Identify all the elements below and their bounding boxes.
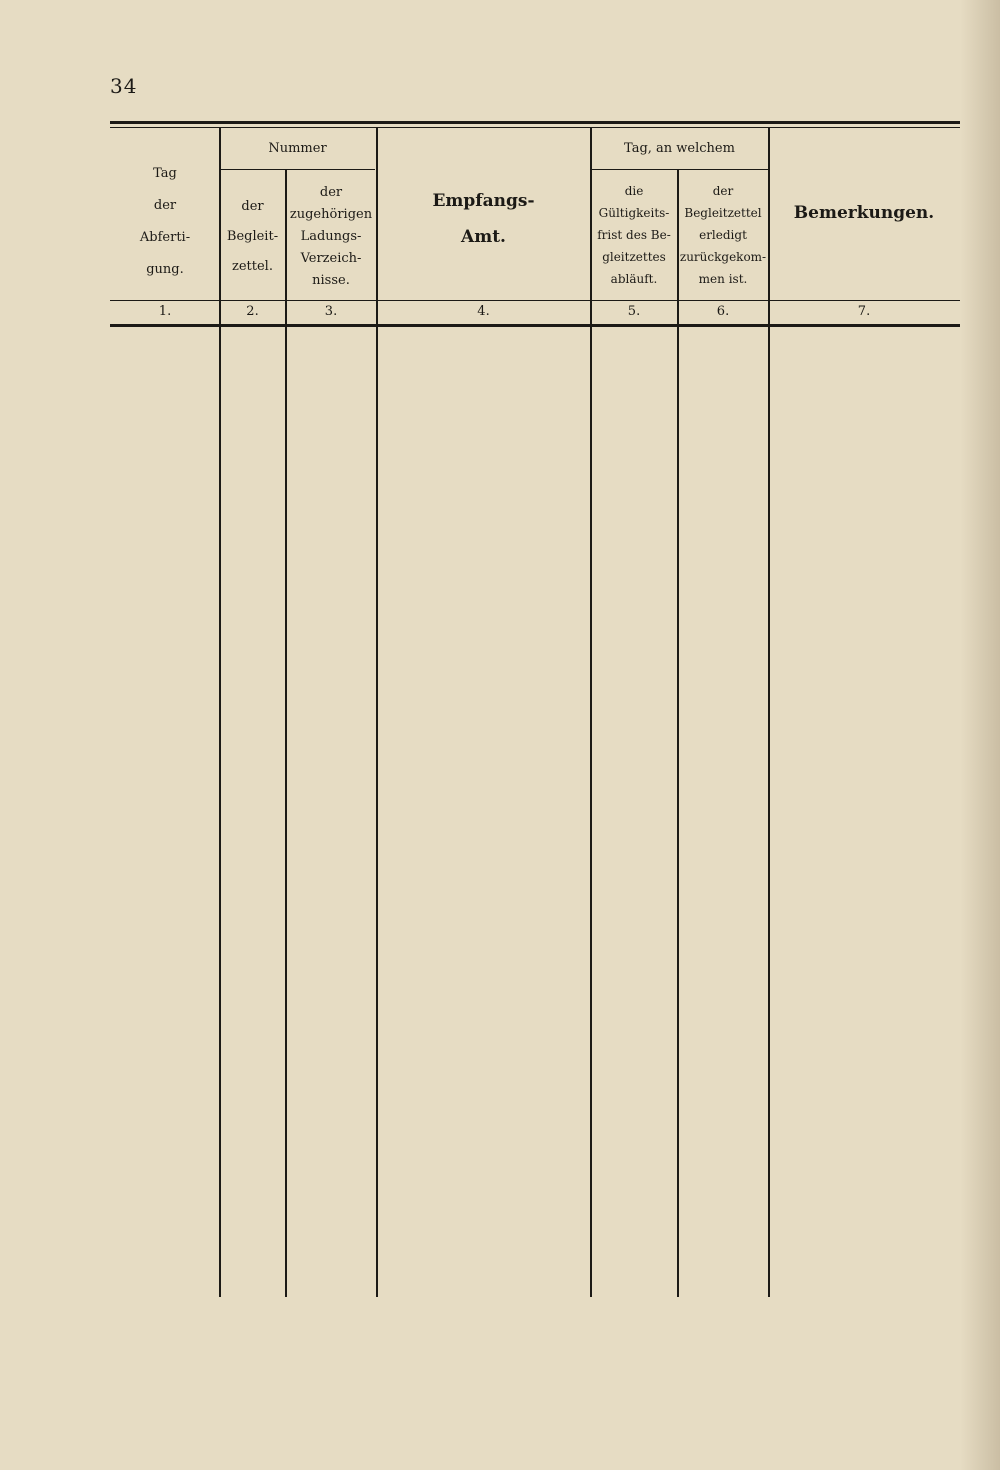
header-col5-line4: gleitzettes xyxy=(602,250,666,264)
header-col6 xyxy=(679,180,767,290)
header-col5-line2: Gültigkeits- xyxy=(598,206,670,220)
header-col5-line5: abläuft. xyxy=(610,272,658,286)
header-col3-line4: Verzeich- xyxy=(300,251,362,266)
header-bottom-rule xyxy=(110,300,960,301)
group-rule-nummer xyxy=(220,169,375,170)
header-col3-line1: der xyxy=(319,185,343,200)
header-col4-line1: Empfangs- xyxy=(432,191,535,211)
header-col3-line3: Ladungs- xyxy=(300,229,362,244)
header-col5-line1: die xyxy=(624,184,644,198)
group-header-nummer: Nummer xyxy=(268,141,327,156)
column-number-3: 3. xyxy=(324,304,338,319)
column-number-5: 5. xyxy=(627,304,641,319)
header-col6-line3: erledigt xyxy=(699,228,747,242)
column-number-1: 1. xyxy=(158,304,172,319)
header-col2-line3: zettel. xyxy=(232,259,273,274)
column-number-2: 2. xyxy=(246,304,259,319)
header-col6-line2: Begleitzettel xyxy=(684,206,762,220)
header-col3-line2: zugehörigen xyxy=(289,207,373,222)
table-top-rule xyxy=(110,121,960,124)
group-header-tag: Tag, an welchem xyxy=(624,141,735,156)
column-divider-6 xyxy=(768,127,770,1297)
header-col1-line4: gung. xyxy=(146,262,184,277)
column-divider-2 xyxy=(285,169,287,1297)
column-divider-5 xyxy=(677,169,679,1297)
page-edge-shadow xyxy=(960,0,1000,1470)
header-col6-line5: men ist. xyxy=(698,272,748,286)
header-col4-line2: Amt. xyxy=(461,227,506,247)
header-col2-line1: der xyxy=(241,199,264,214)
column-number-7: 7. xyxy=(857,304,871,319)
header-col7: Bemerkungen. xyxy=(793,203,935,223)
header-col1 xyxy=(112,158,218,286)
column-divider-1 xyxy=(219,127,221,1297)
header-col5 xyxy=(592,180,676,290)
header-col5-line3: frist des Be- xyxy=(597,228,671,242)
header-col1-line2: der xyxy=(153,198,177,213)
header-col3 xyxy=(287,182,375,292)
header-col1-line1: Tag xyxy=(153,166,177,181)
column-divider-4 xyxy=(590,127,592,1297)
header-col2 xyxy=(221,192,284,282)
group-rule-tag xyxy=(590,169,768,170)
header-col6-line1: der xyxy=(712,184,734,198)
column-divider-3 xyxy=(376,127,378,1297)
colnum-bottom-rule xyxy=(110,324,960,327)
table-top-rule-thin xyxy=(110,127,960,128)
header-col3-line5: nisse. xyxy=(312,273,350,288)
column-number-4: 4. xyxy=(477,304,490,319)
header-col2-line2: Begleit- xyxy=(226,229,279,244)
column-number-6: 6. xyxy=(716,304,730,319)
header-col1-line3: Abferti- xyxy=(139,230,191,245)
header-col4 xyxy=(378,183,589,255)
header-col6-line4: zurückgekom- xyxy=(679,250,767,264)
page-number: 34 xyxy=(110,74,138,98)
